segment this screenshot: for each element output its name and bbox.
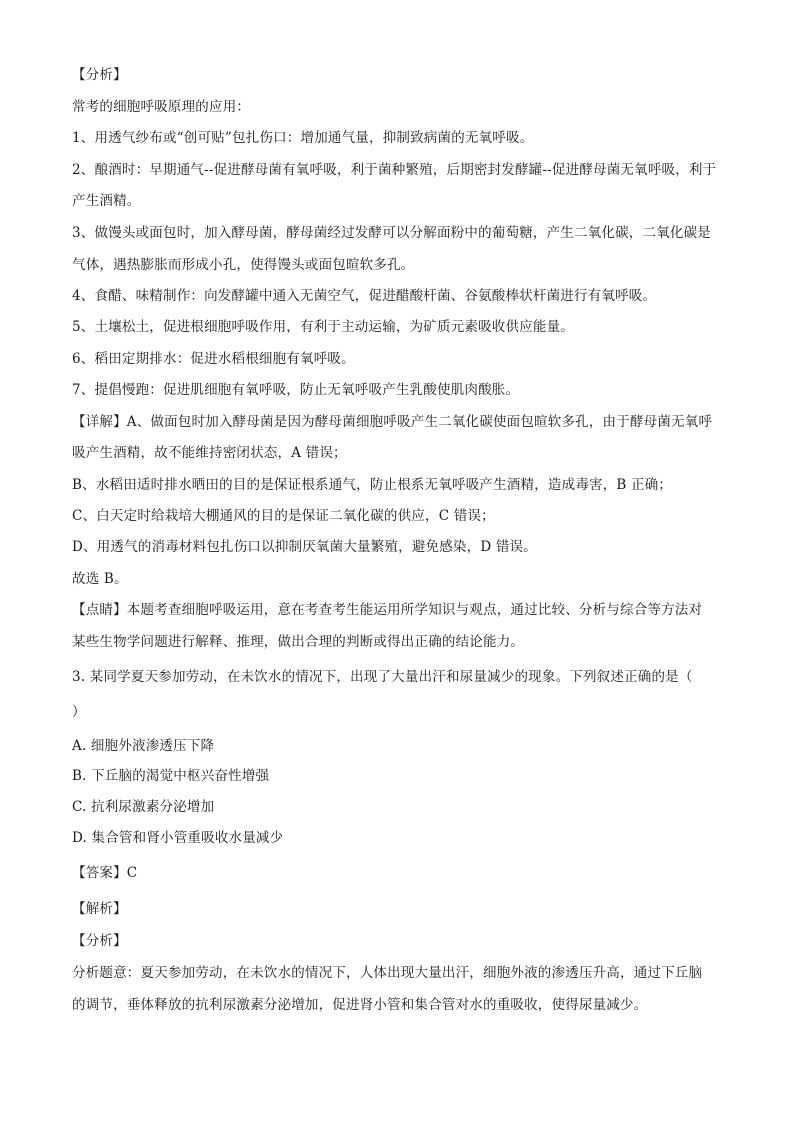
paragraph-line: D、用透气的消毒材料包扎伤口以抑制厌氧菌大量繁殖，避免感染，D 错误。 [72,539,537,555]
list-item-continuation: 产生酒精。 [72,193,141,209]
section-comment: 【点睛】本题考查细胞呼吸运用，意在考查考生能运用所学知识与观点，通过比较、分析与综合等方法对 [72,602,703,618]
paragraph-line: 某些生物学问题进行解释、推理，做出合理的判断或得出正确的结论能力。 [72,634,525,650]
paragraph-line: C、白天定时给栽培大棚通风的目的是保证二氧化碳的供应，C 错误； [72,508,495,524]
paragraph-line: 常考的细胞呼吸原理的应用： [72,99,251,115]
list-item-continuation: 气体，遇热膨胀而形成小孔，使得馒头或面包暄软多孔。 [72,257,415,273]
option-a: A. 细胞外液渗透压下降 [72,738,215,754]
section-detail: 【详解】A、做面包时加入酵母菌是因为酵母菌细胞呼吸产生二氧化碳使面包暄软多孔，由于酵母菌无氧呼 [72,414,713,430]
question-stem-continuation: ） [72,704,86,720]
paragraph-line: 分析题意：夏天参加劳动，在未饮水的情况下，人体出现大量出汗，细胞外液的渗透压升高，通过下丘脑 [72,965,703,981]
option-c: C. 抗利尿激素分泌增加 [72,799,215,815]
paragraph-line: 吸产生酒精，故不能维持密闭状态，A 错误； [72,445,347,461]
option-d: D. 集合管和肾小管重吸收水量减少 [72,830,284,846]
list-item: 3、做馒头或面包时，加入酵母菌，酵母菌经过发酵可以分解面粉中的葡萄糖，产生二氧化碳，二氧化碳是 [72,225,711,241]
paragraph-line: 的调节，垂体释放的抗利尿激素分泌增加，促进肾小管和集合管对水的重吸收，使得尿量减少。 [72,997,648,1013]
list-item: 2、酿酒时：早期通气--促进酵母菌有氧呼吸，利于菌种繁殖，后期密封发酵罐--促进酵母菌无氧呼吸，利于 [72,162,717,178]
paragraph-line: B、水稻田适时排水晒田的目的是保证根系通气，防止根系无氧呼吸产生酒精，造成毒害，B 正确； [72,477,673,493]
list-item: 6、稻田定期排水：促进水稻根细胞有氧呼吸。 [72,351,355,367]
list-item: 1、用透气纱布或“创可贴”包扎伤口：增加通气量，抑制致病菌的无氧呼吸。 [72,130,534,146]
section-heading-analysis: 【分析】 [72,933,127,949]
section-heading-explanation: 【解析】 [72,901,127,917]
list-item: 7、提倡慢跑：促进肌细胞有氧呼吸，防止无氧呼吸产生乳酸使肌肉酸胀。 [72,382,520,398]
option-b: B. 下丘脑的渴觉中枢兴奋性增强 [72,768,270,784]
section-heading-analysis: 【分析】 [72,67,127,83]
answer-label: 【答案】C [72,865,138,881]
answer-choice-line: 故选 B。 [72,571,128,587]
question-stem: 3. 某同学夏天参加劳动，在未饮水的情况下，出现了大量出汗和尿量减少的现象。下列叙述正确的是（ [72,669,693,685]
list-item: 4、食醋、味精制作：向发酵罐中通入无菌空气，促进醋酸杆菌、谷氨酸棒状杆菌进行有氧呼吸。 [72,288,657,304]
list-item: 5、土壤松土，促进根细胞呼吸作用，有利于主动运输，为矿质元素吸收供应能量。 [72,319,574,335]
